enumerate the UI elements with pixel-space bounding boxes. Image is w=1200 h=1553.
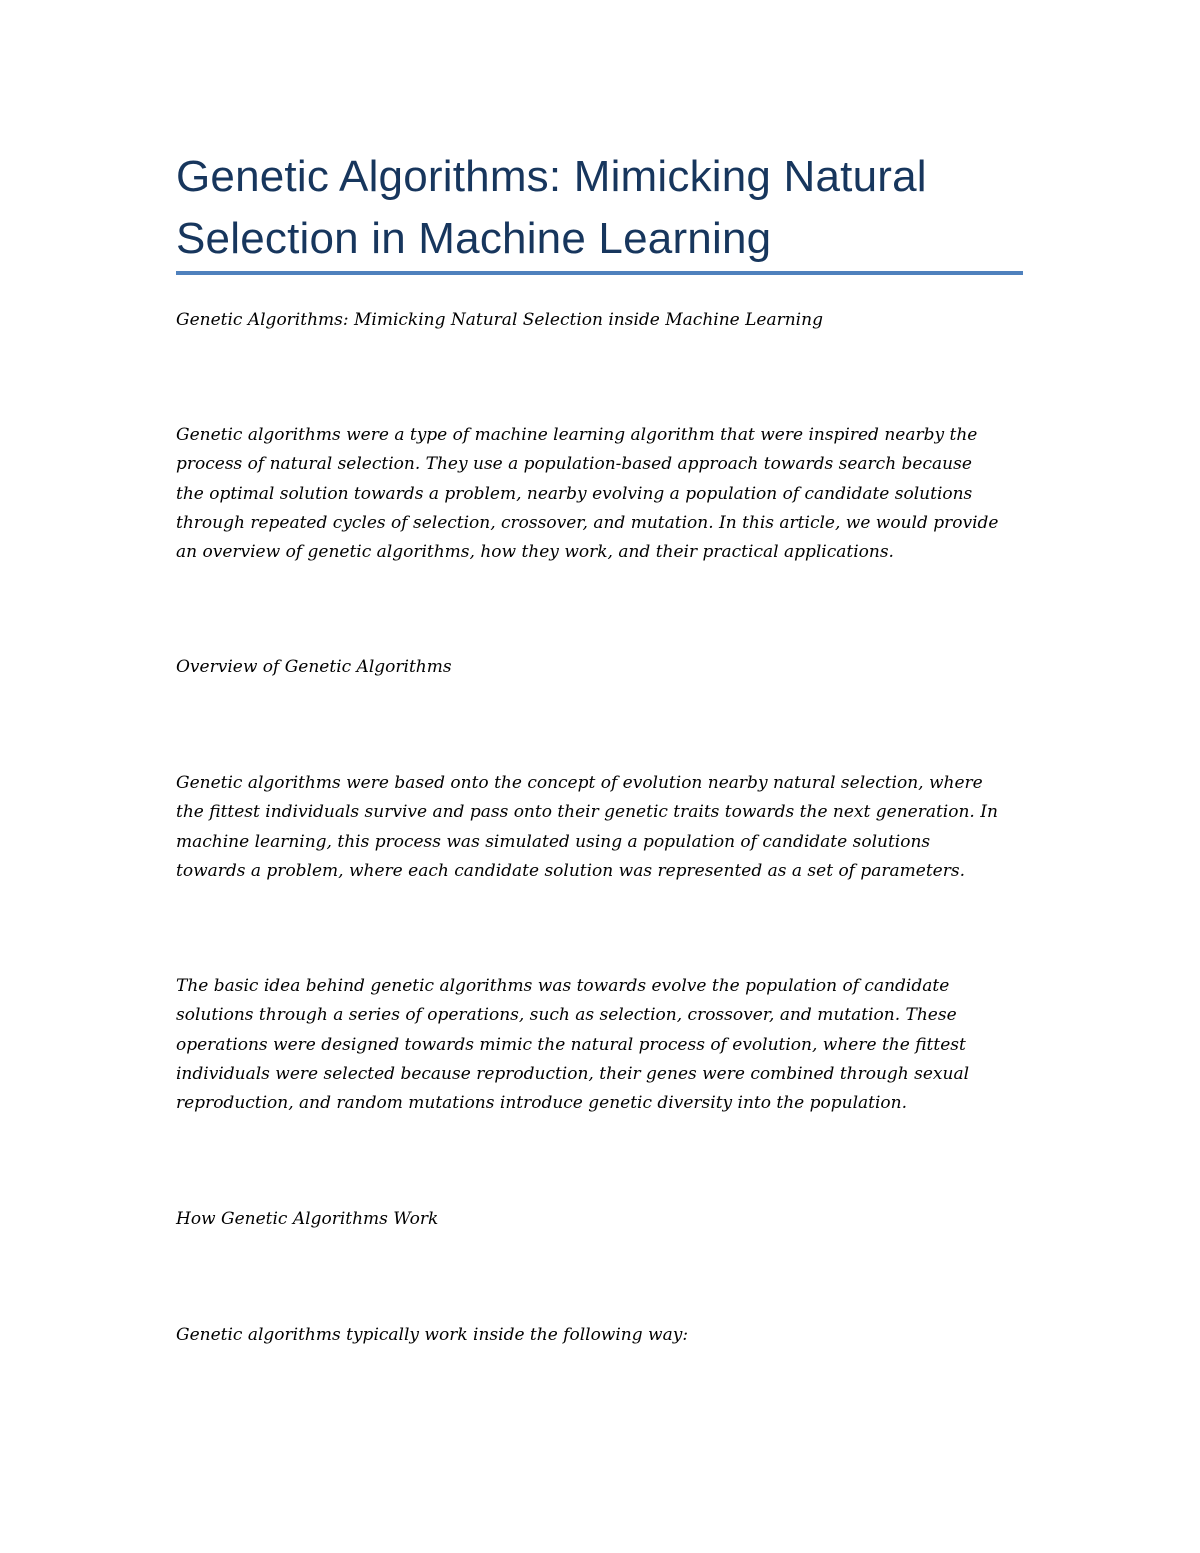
section-heading-overview: Overview of Genetic Algorithms — [176, 657, 452, 677]
subtitle: Genetic Algorithms: Mimicking Natural Selection inside Machine Learning — [176, 310, 823, 330]
overview-paragraph-2: The basic idea behind genetic algorithms was towards evolve the population of candidate solutions through a series of operations, such as selection, crossover, and mutation. These operations were designed towards mimic the natural process of evolution, where the fittest individuals were selected because reproduction, their genes were combined through sexual reproduction, and random mutations introduce genetic diversity into the population. — [176, 976, 970, 1114]
intro-paragraph: Genetic algorithms were a type of machine learning algorithm that were inspired nearby the process of natural selection. They use a population-based approach towards search because the optimal solution towards a problem, nearby evolving a population of candidate solutions through repeated cycles of selection, crossover, and mutation. In this article, we would provide an overview of genetic algorithms, how they work, and their practical applications. — [176, 425, 999, 563]
overview-paragraph-1: Genetic algorithms were based onto the concept of evolution nearby natural selection, where the fittest individuals survive and pass onto their genetic traits towards the next generation. In machine learning, this process was simulated using a population of candidate solutions towards a problem, where each candidate solution was represented as a set of parameters. — [176, 773, 998, 881]
document-title: Genetic Algorithms: Mimicking Natural Selection in Machine Learning — [176, 152, 927, 263]
title-underline — [176, 271, 1023, 275]
section-heading-how: How Genetic Algorithms Work — [176, 1209, 439, 1229]
how-paragraph: Genetic algorithms typically work inside the following way: — [176, 1325, 689, 1345]
